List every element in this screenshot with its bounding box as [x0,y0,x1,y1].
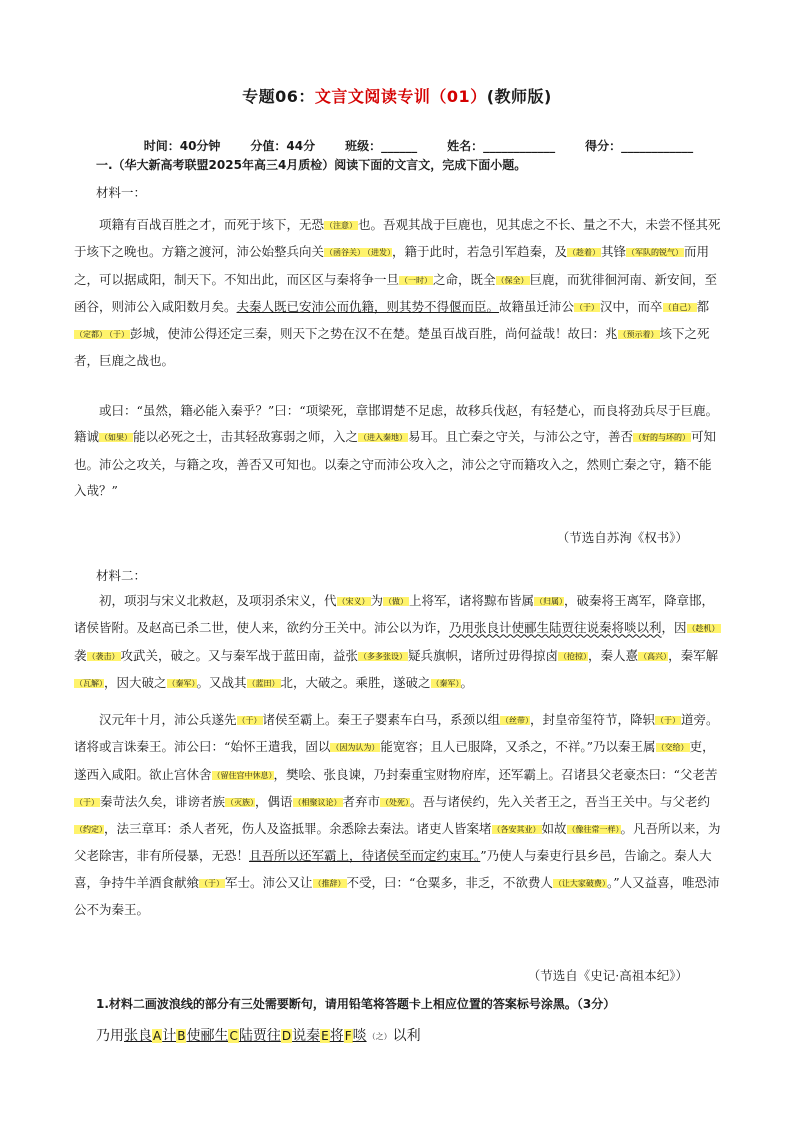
annotation: （保全） [496,275,529,285]
annotation: （宋义） [337,597,370,606]
annotation: （留住宫中休息） [212,770,273,780]
annotation: （于） [656,716,681,725]
text-segment: 者弃市 [342,793,381,809]
text-segment: 不受，曰：“仓粟多，非乏，不欲费人 [346,874,553,890]
text-segment: 北，大破之。乘胜，遂破之 [280,674,431,690]
text-segment: 疑兵旗帜，诸所过毋得掠卤 [408,647,559,663]
annotation: （秦军） [431,678,460,688]
wavy-underlined-sentence: 乃用张良计使郦生陆贾往说秦将啖以利 [449,620,662,636]
text-segment: 袭 [74,647,87,663]
annotation: （归属） [535,597,564,606]
text-segment: 项籍有百战百胜之才，而死于垓下，无恐 [99,217,325,232]
class-field[interactable]: 班级：______ [345,139,418,153]
text-segment: 能宽容；且人已服降，又杀之，不祥。”乃以秦王属 [380,739,656,755]
material1-source: （节选自苏洵《权书》） [556,530,688,545]
answer-text: 使郦生 [186,1028,229,1044]
material1-paragraph2 [74,398,722,504]
underlined-sentence: 且吾所以还军霸上，待诸侯至而定约束耳。 [249,848,481,864]
annotation: （约定） [75,825,103,835]
answer-text: 计 [162,1028,177,1044]
text-segment: 。”人又益喜，唯恐沛公不为秦王。 [74,874,720,918]
annotation: （军队的锐气） [627,248,684,258]
annotation: （于） [237,716,262,725]
text-segment: 为 [370,593,384,608]
annotation: （多多张设） [359,651,408,661]
question-heading: 一.（华大新高考联盟2025年高三4月质检）阅读下面的文言文，完成下面小题。 [96,158,527,172]
text-segment: 。凡吾所以来，为父老除害，非有所侵暴，无恐！ [74,821,721,864]
annotation: （相聚议论） [293,797,342,807]
text-segment: 之命，既全 [433,271,496,287]
text-segment: ，秦军解 [668,647,719,663]
text-segment: ，封皇帝玺符节，降轵 [530,712,656,727]
annotation: （之） [367,1032,392,1041]
text-segment: 能以必死之士，击其轻敌寡弱之师，入之 [133,429,359,445]
answer-text: 乃用 [96,1028,124,1044]
question-1: 1.材料二画波浪线的部分有三处需要断句，请用铅笔将答题卡上相应位置的答案标号涂黑。（3分） [96,997,616,1011]
annotation: （定都） [75,330,107,340]
title-main: 文言文阅读专训（01） [314,87,487,106]
points-field[interactable]: 得分：____________ [585,139,694,153]
title-prefix: 专题06： [242,87,315,106]
annotation: （做） [384,597,409,606]
text-segment: 故籍虽迁沛公 [499,298,575,314]
annotation: （趁着） [568,248,601,258]
text-segment: 易耳。且亡秦之守关，与沛公之守，善否 [408,429,634,445]
text-segment: 彭城，使沛公得还定三秦，则天下之势在汉不在楚。楚虽百战百胜，尚何益哉！故曰：兆 [130,326,618,342]
answer-marker[interactable]: A [153,1029,162,1043]
text-segment: ”乃使人与秦吏行县乡邑，告谕之。秦人大喜，争持牛羊酒食献飨 [74,848,712,890]
text-segment: 而用之，可以据咸阳，制天下。不知出此，而区区与秦将争一旦 [74,244,710,287]
annotation: （于） [75,797,99,807]
annotation: （因为认为） [331,743,380,753]
material2-paragraph1 [74,588,722,697]
annotation: （抢掠） [559,651,588,661]
text-segment: 汉元年十月，沛公兵遂先 [99,712,237,727]
annotation: （交给） [656,743,689,753]
answer-marker[interactable]: E [321,1029,329,1043]
annotation: （高兴） [639,651,668,661]
material2-label: 材料二： [96,568,147,583]
answer-marker[interactable]: F [344,1029,352,1043]
text-segment: 。又战其 [196,674,247,690]
text-segment: 或曰：“虽然，籍必能入秦乎？”曰：“项梁死，章邯谓楚不足虑，故移兵伐赵，有轻楚心，而良将劲兵尽于巨鹿。籍诚 [74,403,719,445]
annotation: （如果） [100,433,133,443]
annotation: （让大家破费） [553,878,606,888]
text-segment: 也。吾观其战于巨鹿也，见其虑之不长、量之不大，未尝不怪其死于垓下之晚也。方籍之渡河，沛公始整兵向关 [74,217,721,260]
text-segment: ，樊哙、张良谏，乃封秦重宝财物府库，还军霸上。召诸县父老豪杰曰：“父老苦 [273,766,718,782]
text-segment: 吏，遂西入咸阳。欲止宫休舍 [74,739,715,782]
annotation: （袭击） [87,651,120,661]
annotation: （各安其业） [492,825,541,835]
annotation: （处死） [381,797,410,807]
answer-marker[interactable]: C [229,1029,238,1043]
text-segment: 如故 [541,821,567,837]
text-segment: 汉中，而卒 [600,298,663,314]
text-segment: ，秦人憙 [588,647,639,663]
annotation: （灭族） [226,797,255,807]
annotation: （自己） [663,302,696,312]
annotation: （蓝田） [247,678,280,688]
annotation: （丝带） [501,716,530,725]
text-segment: 攻武关，破之。又与秦军战于蓝田南，益张 [120,647,359,663]
annotation: （进入秦地） [359,433,408,443]
annotation: （注意） [325,221,358,230]
time-label: 时间：40分钟 [143,139,221,153]
text-segment: ，因 [661,620,687,636]
annotation: （于） [575,302,600,312]
text-segment: 初，项羽与宋义北救赵，及项羽杀宋义，代 [99,593,337,608]
annotation: （函谷关） [325,248,366,258]
score-label: 分值：44分 [250,139,316,153]
annotation: （于） [200,878,225,888]
material2-source: （节选自《史记·高祖本纪》） [527,968,688,983]
answer-text: 张良 [124,1028,152,1044]
text-segment: 其锋 [601,244,627,260]
question-1-answer [96,1025,421,1045]
annotation: （秦军） [167,678,196,688]
annotation: （瓦解） [75,678,103,688]
annotation: （推辞） [313,878,346,888]
page-title [0,84,794,107]
text-segment: 诸侯至霸上。秦王子婴素车白马，系颈以组 [262,712,501,727]
text-segment: ，破秦将王离军，降章邯，诸侯皆附。及赵高已杀二世，使人来，欲约分王关中。沛公以为诈， [74,593,715,636]
text-segment: ，偶语 [255,793,293,809]
answer-marker[interactable]: B [177,1029,186,1043]
underlined-sentence: 夫秦人既已安沛公而仇籍，则其势不得偃而臣。 [236,298,500,314]
text-segment: 。 [460,674,474,690]
material1-label: 材料一： [96,185,147,200]
annotation: （预示着） [618,330,659,340]
annotation: （一时） [400,275,433,285]
text-segment: 军士。沛公又让 [225,874,313,890]
answer-text: 以利 [392,1028,421,1044]
title-suffix: (教师版) [486,87,552,106]
name-field[interactable]: 姓名：____________ [447,139,556,153]
answer-text: 说秦 [292,1028,321,1044]
annotation: （进发） [367,248,392,258]
text-segment: 秦苛法久矣，诽谤者族 [100,793,226,809]
text-segment: 。吾与诸侯约，先入关者王之，吾当王关中。与父老约 [410,793,711,809]
answer-text: 啖 [352,1028,367,1044]
text-segment: ，法三章耳：杀人者死，伤人及盗抵罪。余悉除去秦法。诸吏人皆案堵 [104,821,492,837]
text-segment: 道旁。诸将或言诛秦王。沛公曰：“始怀王遣我，固以 [74,712,719,755]
text-segment: 巨鹿，而犹徘徊河南、新安间，至函谷，则沛公入咸阳数月矣。 [74,271,718,314]
annotation: （像往常一样） [567,825,620,835]
answer-text: 陆贾往 [238,1028,281,1044]
material2-paragraph2 [74,707,722,923]
answer-marker[interactable]: D [281,1029,292,1043]
annotation: （趁机） [687,624,720,634]
text-segment: 都 [696,298,710,314]
text-segment: ，籍于此时，若急引军趋秦，及 [392,244,568,260]
annotation: （于） [109,330,129,340]
text-segment: ，因大破之 [104,674,167,690]
answer-text: 将 [329,1028,344,1044]
material1-paragraph1 [74,212,722,375]
annotation: （好的与坏的） [634,433,691,443]
text-segment: 上将军，诸将黥布皆属 [409,593,535,608]
text-segment: 垓下之死者，巨鹿之战也。 [74,326,710,369]
text-segment: 可知也。沛公之攻关，与籍之攻，善否又可知也。以秦之守而沛公攻入之，沛公之守而籍攻入之，然则亡秦之守，籍不能入哉？” [74,429,717,498]
